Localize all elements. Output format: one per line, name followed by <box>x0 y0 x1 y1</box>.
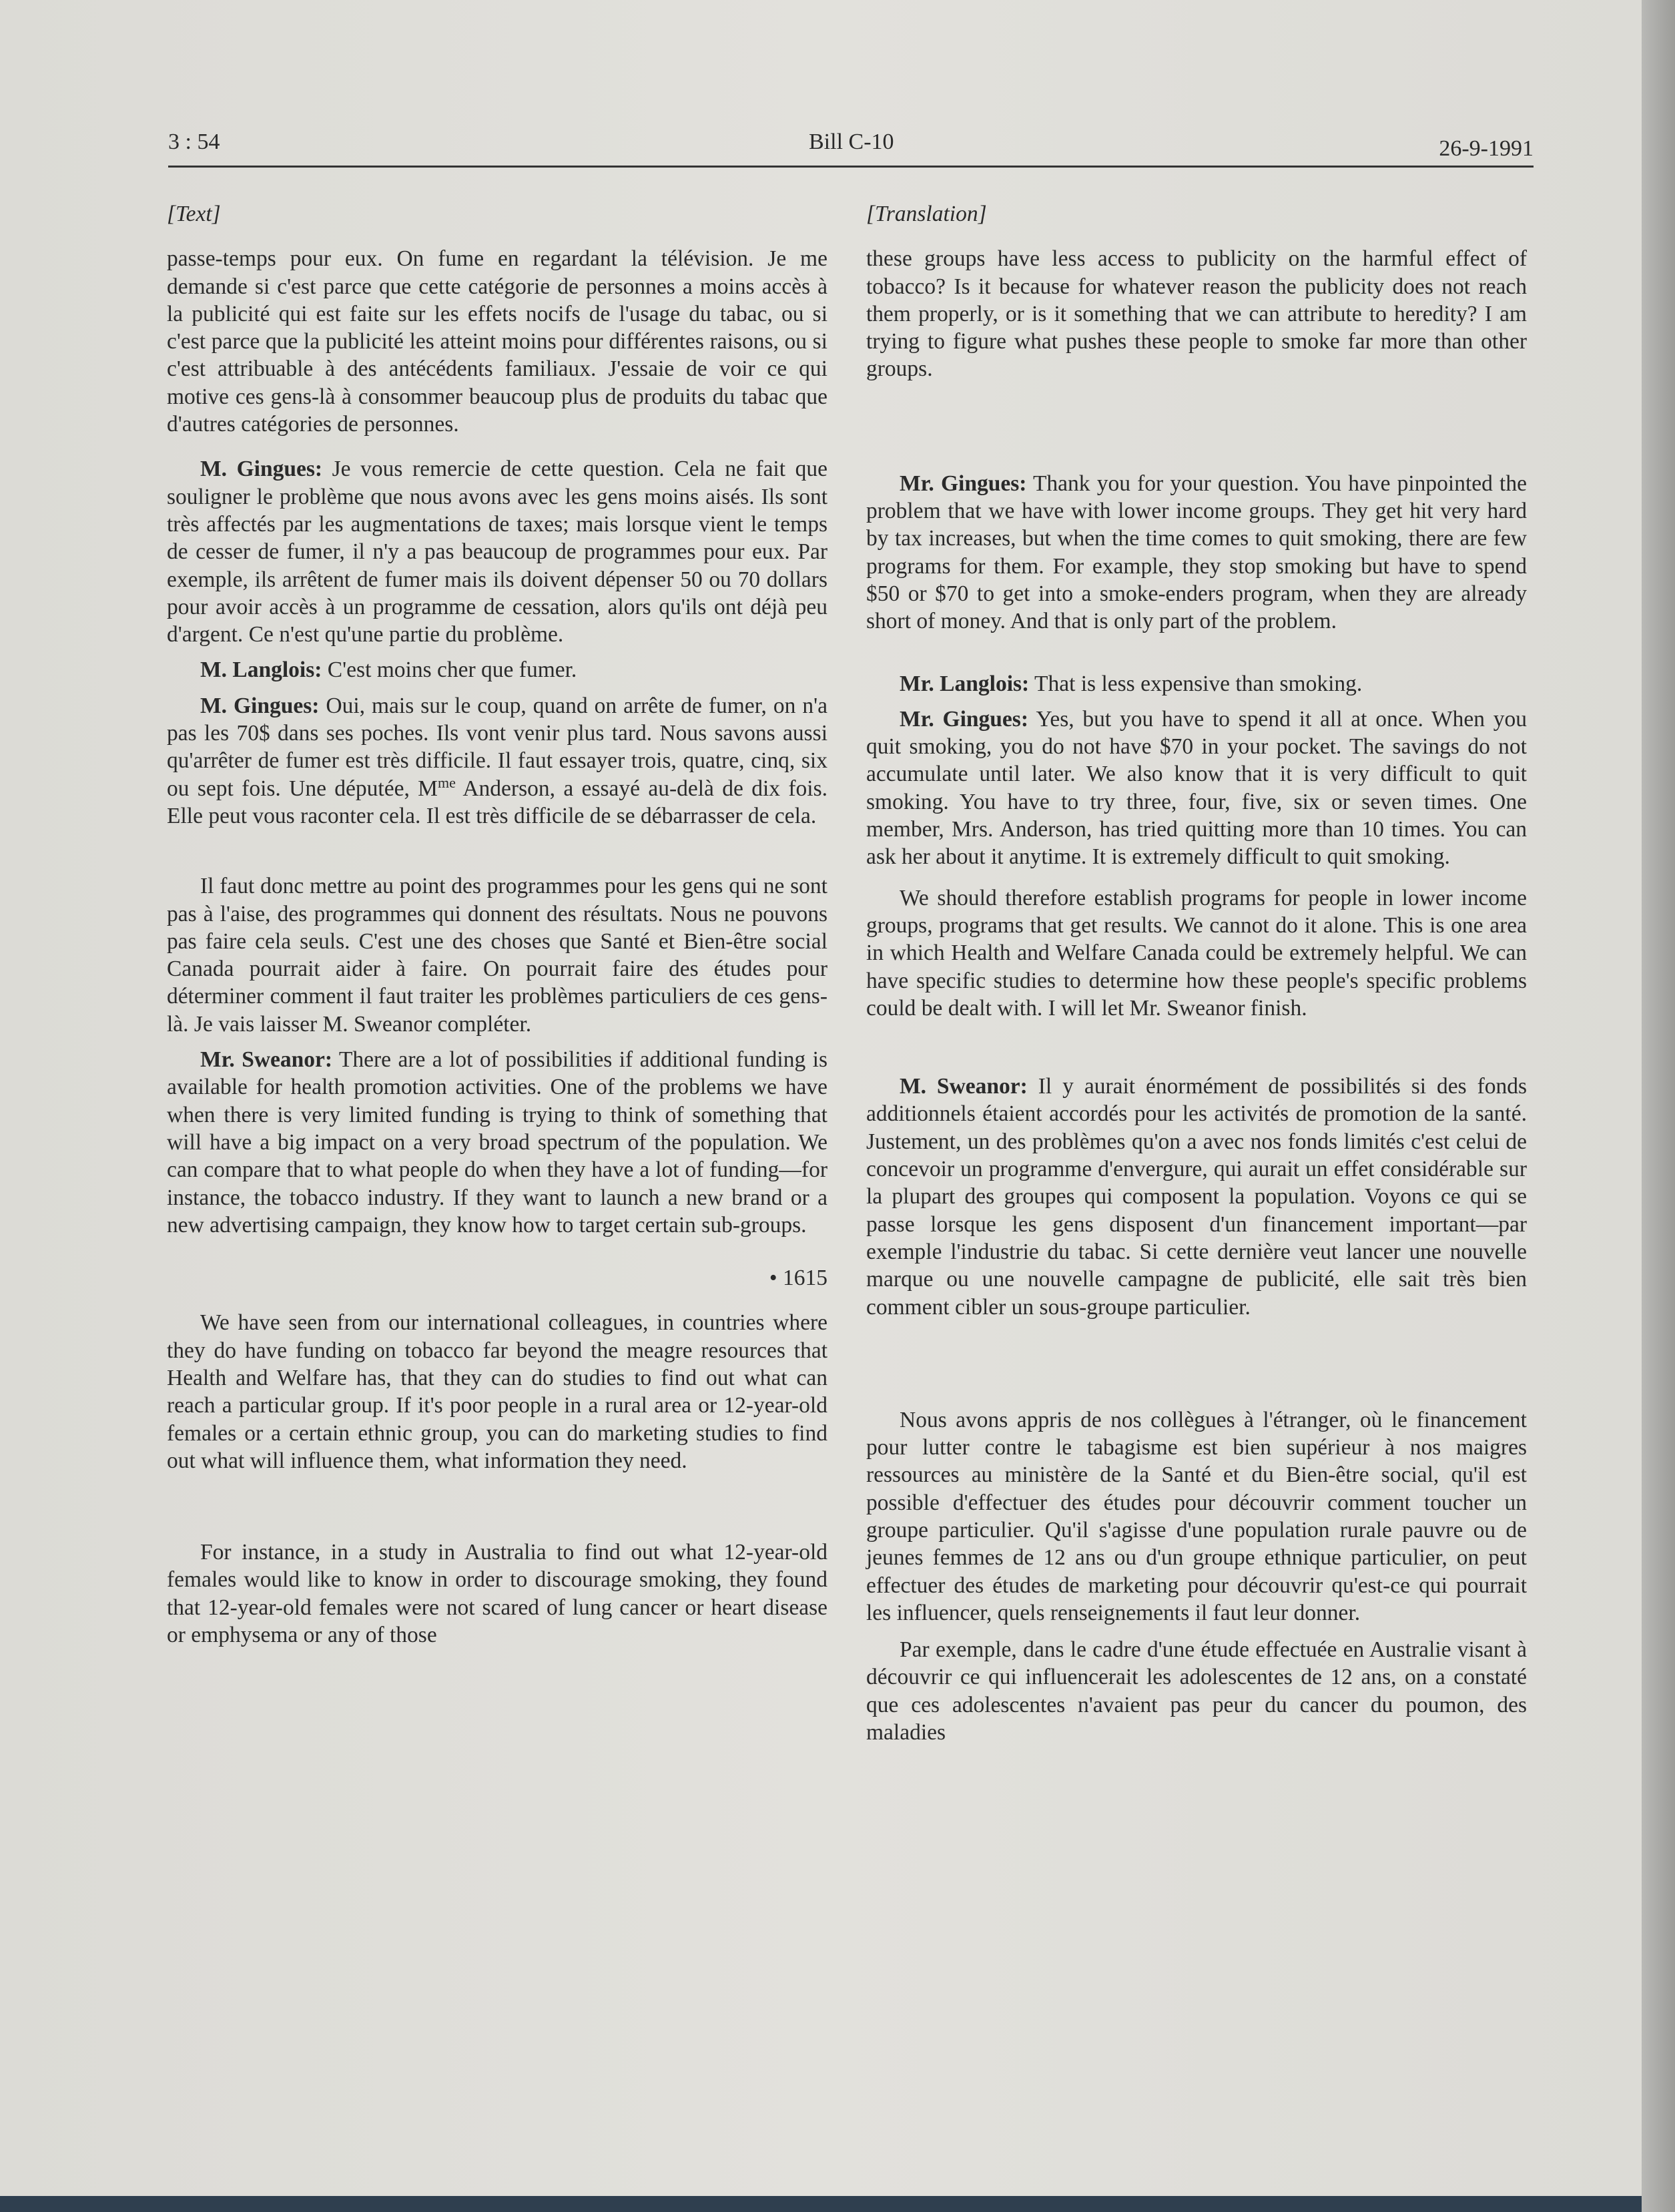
language-label: [Text] <box>167 202 221 226</box>
speaker-name: M. Sweanor: <box>900 1074 1028 1099</box>
document-date: 26-9-1991 <box>1439 136 1534 161</box>
paragraph: these groups have less access to publicity on the harmful effect of tobacco? Is it because for whatever reason the publicity does not reach them properly, or is it something that we can attribute to heredity? I am trying to figure what pushes these people to smoke far more than other groups. <box>866 246 1527 382</box>
page-edge-bottom <box>0 2196 1642 2212</box>
paragraph: Mr. Sweanor: There are a lot of possibilities if additional funding is available for health promotion activities. One of the problems we have when there is very limited funding is trying to think of something that will have a big impact on a very broad spectrum of the population. We can compare that to what people do when they have a lot of funding—for instance, the tobacco industry. If they want to launch a new brand or a new advertising campaign, they know how to target certain sub-groups. <box>167 1047 827 1237</box>
paragraph: M. Gingues: Oui, mais sur le coup, quand on arrête de fumer, on n'a pas les 70$ dans ses poches. Ils vont venir plus tard. Nous savons aussi qu'arrêter de fumer est très difficile. Il faut essayer trois, quatre, cinq, six ou sept fois. Une députée, $M^{me}$ Anderson, a essayé au-delà de dix fois. Elle peut vous raconter cela. Il est très difficile de se débarrasser de cela. <box>167 693 827 828</box>
paragraph: M. Gingues: Je vous remercie de cette question. Cela ne fait que souligner le problème que nous avons avec les gens moins aisés. Ils sont très affectés par les augmentations de taxes; mais lorsque vient le temps de cesser de fumer, il n'y a pas beaucoup de programmes pour eux. Par exemple, ils arrêtent de fumer mais ils doivent dépenser 50 ou 70 dollars pour avoir accès à un programme de cessation, alors qu'ils ont déjà peu d'argent. Ce n'est qu'une partie du problème. <box>167 457 828 647</box>
speaker-name: M. Gingues: <box>200 693 320 718</box>
paragraph: Nous avons appris de nos collègues à l'étranger, où le financement pour lutter contre le tabagisme est bien supérieur à nos maigres ressources au ministère de la Santé et du Bien-être social, qu'il est possible d'effectuer des études pour découvrir comment toucher un groupe particulier. Qu'il s'agisse d'une population rurale pauvre ou de jeunes femmes de 12 ans ou d'un groupe ethnique particulier, on peut effectuer des études de marketing pour découvrir qu'est-ce qui pourrait les influencer, quels renseignements il faut leur donner. <box>866 1407 1527 1625</box>
page-edge-right <box>1642 0 1675 2212</box>
paragraph: Mr. Langlois: That is less expensive than smoking. <box>900 671 1363 696</box>
paragraph: Il faut donc mettre au point des programmes pour les gens qui ne sont pas à l'aise, des programmes qui donnent des résultats. Nous ne pouvons pas faire cela seuls. C'est une des choses que Santé et Bien-être social Canada pourrait aider à faire. On pourrait faire des études pour déterminer comment il faut traiter les problèmes particuliers de ces gens-là. Je vais laisser M. Sweanor compléter. <box>167 874 827 1037</box>
time-marker: • 1615 <box>769 1266 827 1291</box>
speaker-name: Mr. Sweanor: <box>200 1047 333 1073</box>
paragraph: Mr. Gingues: Yes, but you have to spend it all at once. When you quit smoking, you do not have $70 in your pocket. The savings do not accumulate until later. We also know that it is very difficult to quit smoking. You have to try three, four, five, six or seven times. One member, Mrs. Anderson, has tried quitting more than 10 times. You can ask her about it anytime. It is extremely difficult to quit smoking. <box>866 706 1527 870</box>
paragraph: We have seen from our international colleagues, in countries where they do have funding on tobacco far beyond the meagre resources that Health and Welfare has, that they can do studies to find out what can reach a particular group. If it's poor people in a rural area or 12-year-old females or a certain ethnic group, you can do marketing studies to find out what will influence them, what information they need. <box>167 1310 827 1473</box>
paragraph: M. Sweanor: Il y aurait énormément de possibilités si des fonds additionnels étaient accordés pour les activités de promotion de la santé. Justement, un des problèmes qu'on a avec nos fonds limités c'est celui de concevoir un programme d'envergure, qui aurait un effet considérable sur la plupart des groupes qui composent la population. Voyons ce qui se passe lorsque les gens disposent d'un financement important—par exemple l'industrie du tabac. Si cette dernière veut lancer une nouvelle marque ou une nouvelle campagne de publicité, elle sait très bien comment cibler un sous-groupe particulier. <box>866 1074 1528 1320</box>
language-label: [Translation] <box>866 202 987 226</box>
paragraph: Par exemple, dans le cadre d'une étude effectuée en Australie visant à découvrir ce qui influencerait les adolescentes de 12 ans, on a constaté que ces adolescentes n'avaient pas peur du cancer du poumon, des maladies <box>866 1637 1527 1745</box>
speaker-name: M. Langlois: <box>200 657 322 683</box>
speaker-name: M. Gingues: <box>200 457 323 482</box>
paragraph: Mr. Gingues: Thank you for your question. You have pinpointed the problem that we have with lower income groups. They get hit very hard by tax increases, but when the time comes to quit smoking, there are few programs for them. For example, they stop smoking but have to spend $50 or $70 to get into a smoke-enders program, when they are already short of money. And that is only part of the problem. <box>866 471 1527 634</box>
speaker-name: Mr. Langlois: <box>900 671 1030 696</box>
page-reference: 3 : 54 <box>168 129 220 154</box>
paragraph: passe-temps pour eux. On fume en regardant la télévision. Je me demande si c'est parce que cette catégorie de personnes a moins accès à la publicité qui est faite sur les effets nocifs de l'usage du tabac, ou si c'est parce que la publicité les atteint moins pour différentes raisons, ou si c'est attribuable à des antécédents familiaux. J'essaie de voir ce qui motive ces gens-là à consommer beaucoup plus de produits du tabac que d'autres catégories de personnes. <box>167 246 827 437</box>
paragraph: M. Langlois: C'est moins cher que fumer. <box>200 657 577 683</box>
speaker-name: Mr. Gingues: <box>900 706 1028 732</box>
speaker-name: Mr. Gingues: <box>900 471 1027 496</box>
left-column <box>167 200 827 1649</box>
document-title: Bill C-10 <box>809 129 894 154</box>
paragraph: For instance, in a study in Australia to find out what 12-year-old females would like to know in order to discourage smoking, they found that 12-year-old females were not scared of lung cancer or heart disease or emphysema or any of those <box>167 1540 827 1648</box>
paragraph: We should therefore establish programs for people in lower income groups, programs that get results. We cannot do it alone. This is one area in which Health and Welfare Canada could be extremely helpful. We can have specific studies to determine how these people's specific problems could be dealt with. I will let Mr. Sweanor finish. <box>866 885 1527 1021</box>
right-column <box>866 200 1527 1746</box>
page-header <box>168 125 1534 168</box>
